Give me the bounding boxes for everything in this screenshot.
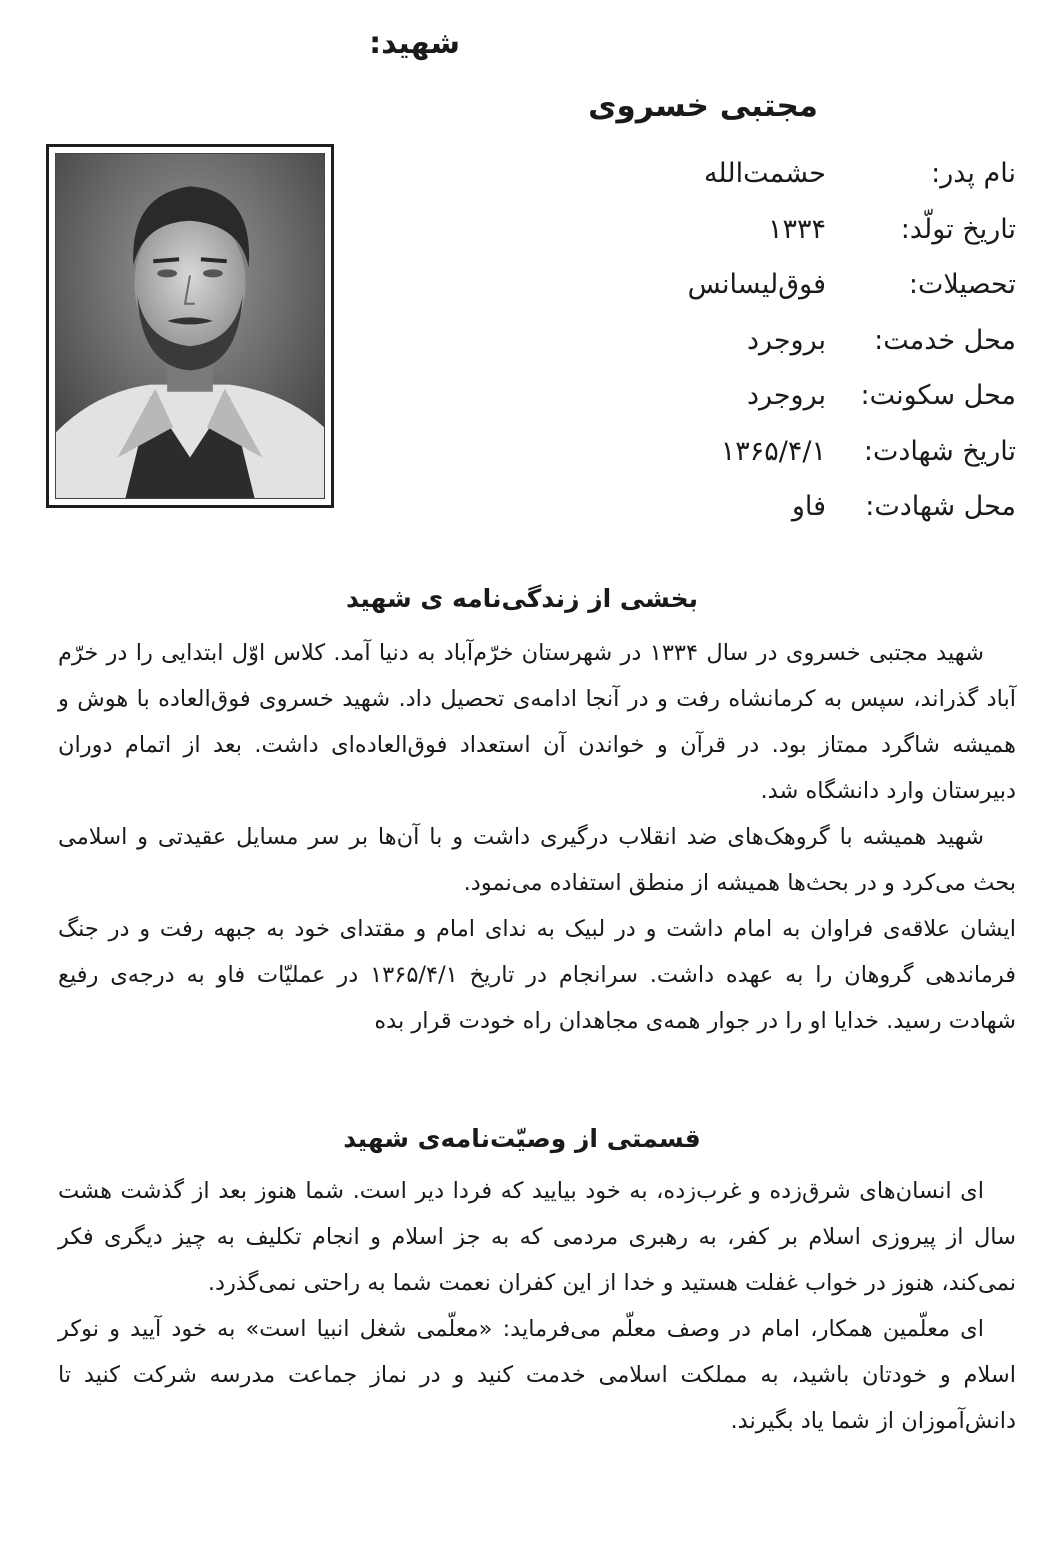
info-value: بروجرد: [746, 380, 826, 412]
info-label: محل شهادت:: [865, 491, 1016, 523]
info-row-father: [616, 146, 1016, 202]
info-row-martyrdom-place: [616, 479, 1016, 535]
info-value: ۱۳۶۵/۴/۱: [720, 435, 826, 467]
info-row-place-of-service: [616, 313, 1016, 369]
info-label: تاریخ شهادت:: [863, 435, 1016, 467]
info-value: بروجرد: [746, 324, 826, 356]
info-row-residence: [616, 368, 1016, 424]
portrait-photo: [55, 153, 325, 499]
info-value: فوق‌لیسانس: [687, 269, 826, 301]
biography-heading: بخشی از زندگی‌نامه ی شهید: [345, 584, 699, 613]
martyr-name: مجتبی خسروی: [588, 88, 818, 124]
will-body: [58, 1168, 1016, 1444]
will-paragraph: ای انسان‌های شرق‌زده و غرب‌زده، به خود بیایید که فردا دیر است. شما هنوز بعد از گذشت هشت سال از پیروزی اسلام بر کفر، به رهبری مردمی که به جز اسلام و انجام تکلیف به چیز دیگری فکر نمی‌کند، هنوز در خواب غفلت هستید و خدا از این کفران نعمت شما به راحتی نمی‌گذرد.: [58, 1178, 1016, 1296]
biography-paragraph: شهید همیشه با گروهک‌های ضد انقلاب درگیری داشت و با آن‌ها بر سر مسایل عقیدتی و اسلامی بحث می‌کرد و در بحث‌ها همیشه از منطق استفاده می‌نمود.: [58, 824, 1016, 896]
will-paragraph: ای معلّمین همکار، امام در وصف معلّم می‌فرماید: «معلّمی شغل انبیا است» به خود آیید و نوکر اسلام و خودتان باشید، به مملکت اسلامی خدمت کنید و در نماز جماعت مدرسه شرکت کنید تا دانش‌آموزان از شما یاد بگیرند.: [58, 1316, 1016, 1434]
info-value: فاو: [791, 491, 826, 523]
info-label: نام پدر:: [931, 158, 1016, 190]
biography-body: [58, 630, 1016, 1044]
personal-info-list: [616, 146, 1016, 535]
info-row-education: [616, 257, 1016, 313]
portrait-icon: [56, 154, 324, 498]
biography-paragraph: ایشان علاقه‌ی فراوان به امام داشت و در لبیک به ندای امام و مقتدای خود به جبهه رفت و در جنگ فرماندهی گروهان را به عهده داشت. سرانجام در تاریخ ۱۳۶۵/۴/۱ در عملیّات فاو به درجه‌ی رفیع شهادت رسید. خدایا او را در جوار همه‌ی مجاهدان راه خودت قرار بده: [58, 916, 1016, 1034]
info-label: تاریخ تولّد:: [900, 213, 1016, 245]
info-label: محل سکونت:: [860, 380, 1016, 412]
info-row-birth-date: [616, 202, 1016, 258]
info-value: ۱۳۳۴: [767, 213, 826, 245]
portrait-photo-frame: [46, 144, 334, 508]
page-label: شهید:: [369, 26, 460, 61]
info-label: تحصیلات:: [908, 269, 1016, 301]
info-value: حشمت‌الله: [703, 158, 826, 190]
info-label: محل خدمت:: [874, 324, 1016, 356]
info-row-martyrdom-date: [616, 424, 1016, 480]
will-heading: قسمتی از وصیّت‌نامه‌ی شهید: [343, 1124, 701, 1153]
biography-paragraph: شهید مجتبی خسروی در سال ۱۳۳۴ در شهرستان خرّم‌آباد به دنیا آمد. کلاس اوّل ابتدایی را در خرّم آباد گذراند، سپس به کرمانشاه رفت و در آنجا ادامه‌ی تحصیل داد. شهید خسروی فوق‌العاده با هوش و همیشه شاگرد ممتاز بود. در قرآن و خواندن آن استعداد فوق‌العاده‌ای داشت. بعد از اتمام دوران دبیرستان وارد دانشگاه شد.: [58, 640, 1016, 804]
